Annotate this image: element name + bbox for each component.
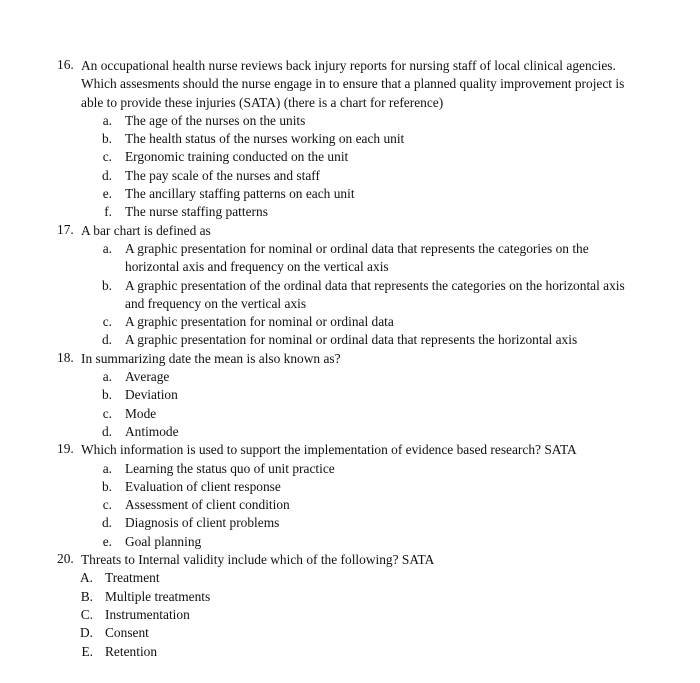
option-text: Goal planning [125, 533, 202, 549]
option-text: A graphic presentation for nominal or ordinal data [125, 314, 394, 330]
option-text: Instrumentation [105, 606, 190, 622]
question-number: 17. [57, 221, 74, 237]
option-letter: c. [102, 497, 112, 513]
option-list [0, 569, 700, 660]
option-item [0, 478, 700, 496]
option-text: Learning the status quo of unit practice [125, 460, 335, 476]
question-number: 18. [57, 349, 74, 365]
option-letter: b. [101, 277, 112, 293]
option-letter: D. [79, 625, 93, 641]
option-text: Ergonomic training conducted on the unit [125, 149, 349, 165]
option-letter: b. [101, 478, 112, 494]
option-text: Multiple treatments [105, 588, 211, 604]
option-letter: d. [101, 515, 112, 531]
option-item [0, 331, 700, 349]
option-letter: E. [81, 643, 93, 659]
option-letter: b. [101, 387, 112, 403]
option-text: Consent [105, 625, 149, 641]
option-item [0, 405, 700, 423]
question-number: 19. [57, 441, 74, 457]
option-letter: d. [101, 332, 112, 348]
option-list [0, 460, 700, 551]
option-item [0, 185, 700, 203]
option-letter: e. [102, 533, 112, 549]
question-text: Which information is used to support the implementation of evidence based research? SATA [81, 442, 577, 458]
option-letter: a. [102, 460, 112, 476]
question-20 [0, 551, 700, 661]
option-text: Assessment of client condition [125, 497, 290, 513]
option-item [0, 368, 700, 386]
option-item [0, 606, 700, 624]
option-text: Deviation [125, 387, 178, 403]
question-18 [0, 350, 700, 441]
question-text: A bar chart is defined as [81, 222, 211, 238]
option-item [0, 130, 700, 148]
question-19 [0, 441, 700, 551]
option-letter: d. [101, 423, 112, 439]
option-letter: c. [102, 149, 112, 165]
question-number: 20. [57, 551, 74, 567]
option-text: Diagnosis of client problems [125, 515, 280, 531]
option-item [0, 386, 700, 404]
option-text: Average [125, 369, 170, 385]
option-item [0, 588, 700, 606]
question-text: In summarizing date the mean is also known as? [81, 350, 341, 366]
option-item [0, 643, 700, 661]
question-text: Threats to Internal validity include which of the following? SATA [81, 552, 435, 568]
option-letter: d. [101, 167, 112, 183]
option-text: The ancillary staffing patterns on each unit [125, 186, 355, 202]
option-item [0, 569, 700, 587]
option-item [0, 624, 700, 642]
option-item [0, 423, 700, 441]
option-item [0, 167, 700, 185]
option-letter: a. [102, 112, 112, 128]
option-letter: a. [102, 240, 112, 256]
option-letter: a. [102, 369, 112, 385]
option-letter: e. [102, 186, 112, 202]
option-item [0, 313, 700, 331]
option-text: The nurse staffing patterns [125, 204, 268, 220]
option-letter: B. [80, 588, 93, 604]
option-list [0, 368, 700, 441]
option-item [0, 203, 700, 221]
option-letter: C. [80, 606, 93, 622]
option-text: Mode [125, 405, 157, 421]
option-text: Antimode [125, 423, 179, 439]
option-list [0, 240, 700, 350]
option-text: A graphic presentation of the ordinal data that represents the categories on the horizontal axis and frequency on the vertical axis [125, 277, 625, 311]
option-item [0, 533, 700, 551]
option-item [0, 460, 700, 478]
option-item [0, 112, 700, 130]
option-text: Treatment [105, 570, 160, 586]
option-letter: c. [102, 314, 112, 330]
option-text: The pay scale of the nurses and staff [125, 167, 320, 183]
option-item [0, 148, 700, 166]
option-text: The age of the nurses on the units [125, 112, 306, 128]
option-item [0, 277, 700, 314]
question-text: An occupational health nurse reviews back injury reports for nursing staff of local clinical agencies. Which assesments should the nurse engage in to ensure that a planned quality improvement project is able to provide these injuries (SATA) (there is a chart for reference) [81, 58, 625, 110]
question-17 [0, 222, 700, 350]
option-text: A graphic presentation for nominal or ordinal data that represents the horizontal axis [125, 332, 578, 348]
option-letter: A. [79, 570, 93, 586]
question-16 [0, 57, 700, 222]
option-letter: c. [102, 405, 112, 421]
option-text: Retention [105, 643, 158, 659]
question-number: 16. [57, 57, 74, 72]
option-letter: b. [101, 131, 112, 147]
option-text: A graphic presentation for nominal or ordinal data that represents the categories on the horizontal axis and frequency on the vertical axis [125, 240, 589, 275]
option-item [0, 240, 700, 277]
option-item [0, 514, 700, 532]
option-letter: f. [104, 204, 112, 220]
option-text: The health status of the nurses working on each unit [125, 131, 405, 147]
option-item [0, 496, 700, 514]
option-list [0, 112, 700, 222]
option-text: Evaluation of client response [125, 478, 281, 494]
